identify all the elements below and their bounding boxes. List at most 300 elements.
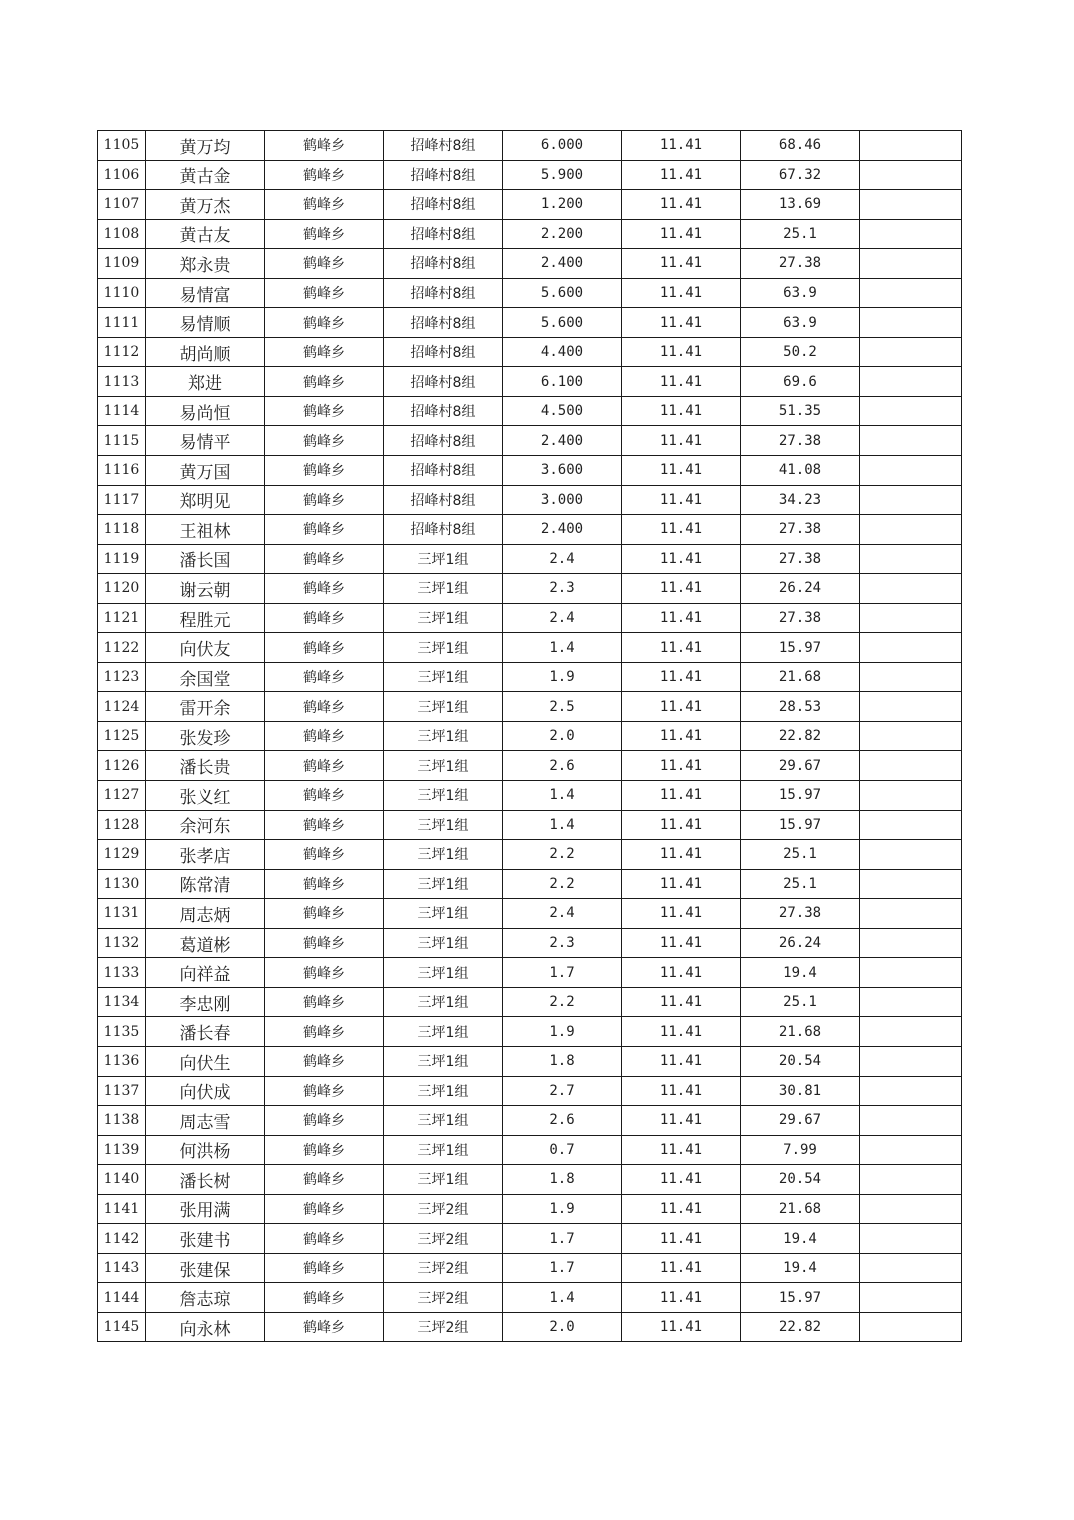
- unit-price-cell: 11.41: [622, 1194, 741, 1224]
- unit-price-cell: 11.41: [622, 396, 741, 426]
- area-cell: 1.7: [503, 958, 622, 988]
- name-cell: 潘长春: [146, 1017, 265, 1047]
- row-number-cell: 1122: [98, 633, 146, 663]
- note-cell: [860, 1253, 962, 1283]
- area-cell: 1.4: [503, 1283, 622, 1313]
- area-cell: 1.7: [503, 1224, 622, 1254]
- note-cell: [860, 751, 962, 781]
- area-cell: 1.4: [503, 781, 622, 811]
- table-row: [98, 544, 962, 574]
- note-cell: [860, 1106, 962, 1136]
- name-cell: 向伏生: [146, 1046, 265, 1076]
- name-cell: 向伏友: [146, 633, 265, 663]
- note-cell: [860, 515, 962, 545]
- note-cell: [860, 367, 962, 397]
- township-cell: 鹤峰乡: [265, 1283, 384, 1313]
- table-row: [98, 692, 962, 722]
- table-row: [98, 958, 962, 988]
- row-number-cell: 1114: [98, 396, 146, 426]
- township-cell: 鹤峰乡: [265, 1224, 384, 1254]
- township-cell: 鹤峰乡: [265, 958, 384, 988]
- name-cell: 余河东: [146, 810, 265, 840]
- amount-cell: 69.6: [741, 367, 860, 397]
- unit-price-cell: 11.41: [622, 958, 741, 988]
- name-cell: 向伏成: [146, 1076, 265, 1106]
- amount-cell: 26.24: [741, 928, 860, 958]
- area-cell: 6.000: [503, 131, 622, 161]
- unit-price-cell: 11.41: [622, 190, 741, 220]
- row-number-cell: 1144: [98, 1283, 146, 1313]
- village-group-cell: 三坪1组: [384, 810, 503, 840]
- area-cell: 2.3: [503, 928, 622, 958]
- township-cell: 鹤峰乡: [265, 721, 384, 751]
- township-cell: 鹤峰乡: [265, 1076, 384, 1106]
- village-group-cell: 招峰村8组: [384, 160, 503, 190]
- township-cell: 鹤峰乡: [265, 869, 384, 899]
- area-cell: 2.5: [503, 692, 622, 722]
- unit-price-cell: 11.41: [622, 1165, 741, 1195]
- note-cell: [860, 662, 962, 692]
- name-cell: 黄万均: [146, 131, 265, 161]
- name-cell: 谢云朝: [146, 574, 265, 604]
- township-cell: 鹤峰乡: [265, 1194, 384, 1224]
- name-cell: 潘长树: [146, 1165, 265, 1195]
- row-number-cell: 1105: [98, 131, 146, 161]
- name-cell: 詹志琼: [146, 1283, 265, 1313]
- table-row: [98, 278, 962, 308]
- village-group-cell: 三坪1组: [384, 958, 503, 988]
- unit-price-cell: 11.41: [622, 751, 741, 781]
- note-cell: [860, 840, 962, 870]
- name-cell: 郑永贵: [146, 249, 265, 279]
- table-row: [98, 840, 962, 870]
- note-cell: [860, 337, 962, 367]
- village-group-cell: 三坪1组: [384, 662, 503, 692]
- table-row: [98, 1224, 962, 1254]
- village-group-cell: 三坪1组: [384, 1165, 503, 1195]
- area-cell: 1.9: [503, 1194, 622, 1224]
- amount-cell: 27.38: [741, 899, 860, 929]
- unit-price-cell: 11.41: [622, 1135, 741, 1165]
- name-cell: 张建书: [146, 1224, 265, 1254]
- note-cell: [860, 1224, 962, 1254]
- area-cell: 1.9: [503, 1017, 622, 1047]
- unit-price-cell: 11.41: [622, 1106, 741, 1136]
- amount-cell: 29.67: [741, 1106, 860, 1136]
- name-cell: 黄古金: [146, 160, 265, 190]
- note-cell: [860, 810, 962, 840]
- name-cell: 黄古友: [146, 219, 265, 249]
- name-cell: 胡尚顺: [146, 337, 265, 367]
- name-cell: 郑明见: [146, 485, 265, 515]
- village-group-cell: 招峰村8组: [384, 131, 503, 161]
- row-number-cell: 1136: [98, 1046, 146, 1076]
- unit-price-cell: 11.41: [622, 899, 741, 929]
- name-cell: 张发珍: [146, 721, 265, 751]
- table-row: [98, 869, 962, 899]
- name-cell: 郑进: [146, 367, 265, 397]
- unit-price-cell: 11.41: [622, 1224, 741, 1254]
- township-cell: 鹤峰乡: [265, 456, 384, 486]
- area-cell: 1.4: [503, 633, 622, 663]
- row-number-cell: 1118: [98, 515, 146, 545]
- village-group-cell: 三坪1组: [384, 574, 503, 604]
- amount-cell: 19.4: [741, 1224, 860, 1254]
- amount-cell: 21.68: [741, 1017, 860, 1047]
- village-group-cell: 三坪1组: [384, 1017, 503, 1047]
- amount-cell: 15.97: [741, 633, 860, 663]
- table-row: [98, 1253, 962, 1283]
- amount-cell: 22.82: [741, 1312, 860, 1342]
- amount-cell: 27.38: [741, 603, 860, 633]
- village-group-cell: 三坪1组: [384, 544, 503, 574]
- table-row: [98, 751, 962, 781]
- row-number-cell: 1131: [98, 899, 146, 929]
- row-number-cell: 1132: [98, 928, 146, 958]
- unit-price-cell: 11.41: [622, 1283, 741, 1313]
- amount-cell: 22.82: [741, 721, 860, 751]
- table-row: [98, 337, 962, 367]
- row-number-cell: 1106: [98, 160, 146, 190]
- amount-cell: 7.99: [741, 1135, 860, 1165]
- village-group-cell: 三坪1组: [384, 1135, 503, 1165]
- note-cell: [860, 1312, 962, 1342]
- village-group-cell: 三坪1组: [384, 899, 503, 929]
- name-cell: 张建保: [146, 1253, 265, 1283]
- table-row: [98, 899, 962, 929]
- amount-cell: 27.38: [741, 249, 860, 279]
- area-cell: 1.7: [503, 1253, 622, 1283]
- table-row: [98, 131, 962, 161]
- unit-price-cell: 11.41: [622, 869, 741, 899]
- row-number-cell: 1119: [98, 544, 146, 574]
- note-cell: [860, 456, 962, 486]
- row-number-cell: 1112: [98, 337, 146, 367]
- area-cell: 2.2: [503, 869, 622, 899]
- area-cell: 5.600: [503, 278, 622, 308]
- village-group-cell: 三坪2组: [384, 1194, 503, 1224]
- village-group-cell: 招峰村8组: [384, 515, 503, 545]
- village-group-cell: 三坪2组: [384, 1224, 503, 1254]
- area-cell: 3.600: [503, 456, 622, 486]
- amount-cell: 20.54: [741, 1165, 860, 1195]
- note-cell: [860, 899, 962, 929]
- amount-cell: 19.4: [741, 958, 860, 988]
- row-number-cell: 1115: [98, 426, 146, 456]
- township-cell: 鹤峰乡: [265, 131, 384, 161]
- village-group-cell: 三坪1组: [384, 603, 503, 633]
- note-cell: [860, 544, 962, 574]
- area-cell: 2.0: [503, 721, 622, 751]
- amount-cell: 25.1: [741, 987, 860, 1017]
- township-cell: 鹤峰乡: [265, 751, 384, 781]
- unit-price-cell: 11.41: [622, 662, 741, 692]
- name-cell: 张义红: [146, 781, 265, 811]
- row-number-cell: 1143: [98, 1253, 146, 1283]
- township-cell: 鹤峰乡: [265, 987, 384, 1017]
- note-cell: [860, 396, 962, 426]
- unit-price-cell: 11.41: [622, 1312, 741, 1342]
- area-cell: 1.8: [503, 1165, 622, 1195]
- unit-price-cell: 11.41: [622, 160, 741, 190]
- village-group-cell: 三坪2组: [384, 1312, 503, 1342]
- unit-price-cell: 11.41: [622, 308, 741, 338]
- table-row: [98, 190, 962, 220]
- note-cell: [860, 987, 962, 1017]
- village-group-cell: 三坪1组: [384, 840, 503, 870]
- name-cell: 陈常清: [146, 869, 265, 899]
- table-row: [98, 219, 962, 249]
- unit-price-cell: 11.41: [622, 692, 741, 722]
- name-cell: 易尚恒: [146, 396, 265, 426]
- table-row: [98, 810, 962, 840]
- area-cell: 2.4: [503, 899, 622, 929]
- village-group-cell: 三坪1组: [384, 987, 503, 1017]
- note-cell: [860, 249, 962, 279]
- table-row: [98, 603, 962, 633]
- township-cell: 鹤峰乡: [265, 1046, 384, 1076]
- note-cell: [860, 160, 962, 190]
- village-group-cell: 三坪1组: [384, 751, 503, 781]
- township-cell: 鹤峰乡: [265, 367, 384, 397]
- area-cell: 2.6: [503, 1106, 622, 1136]
- township-cell: 鹤峰乡: [265, 160, 384, 190]
- unit-price-cell: 11.41: [622, 987, 741, 1017]
- unit-price-cell: 11.41: [622, 515, 741, 545]
- name-cell: 王祖林: [146, 515, 265, 545]
- row-number-cell: 1139: [98, 1135, 146, 1165]
- area-cell: 2.0: [503, 1312, 622, 1342]
- area-cell: 5.900: [503, 160, 622, 190]
- unit-price-cell: 11.41: [622, 367, 741, 397]
- name-cell: 余国堂: [146, 662, 265, 692]
- township-cell: 鹤峰乡: [265, 1253, 384, 1283]
- table-row: [98, 1283, 962, 1313]
- note-cell: [860, 928, 962, 958]
- note-cell: [860, 308, 962, 338]
- unit-price-cell: 11.41: [622, 131, 741, 161]
- amount-cell: 30.81: [741, 1076, 860, 1106]
- row-number-cell: 1108: [98, 219, 146, 249]
- unit-price-cell: 11.41: [622, 426, 741, 456]
- table-body: [98, 131, 962, 1342]
- township-cell: 鹤峰乡: [265, 603, 384, 633]
- amount-cell: 68.46: [741, 131, 860, 161]
- table-row: [98, 308, 962, 338]
- village-group-cell: 三坪2组: [384, 1283, 503, 1313]
- row-number-cell: 1126: [98, 751, 146, 781]
- name-cell: 程胜元: [146, 603, 265, 633]
- row-number-cell: 1133: [98, 958, 146, 988]
- township-cell: 鹤峰乡: [265, 1135, 384, 1165]
- township-cell: 鹤峰乡: [265, 574, 384, 604]
- table-row: [98, 662, 962, 692]
- note-cell: [860, 190, 962, 220]
- table-row: [98, 1106, 962, 1136]
- area-cell: 2.400: [503, 249, 622, 279]
- unit-price-cell: 11.41: [622, 1017, 741, 1047]
- amount-cell: 67.32: [741, 160, 860, 190]
- row-number-cell: 1130: [98, 869, 146, 899]
- amount-cell: 27.38: [741, 426, 860, 456]
- note-cell: [860, 278, 962, 308]
- note-cell: [860, 721, 962, 751]
- row-number-cell: 1110: [98, 278, 146, 308]
- township-cell: 鹤峰乡: [265, 928, 384, 958]
- amount-cell: 21.68: [741, 662, 860, 692]
- village-group-cell: 招峰村8组: [384, 219, 503, 249]
- note-cell: [860, 485, 962, 515]
- amount-cell: 25.1: [741, 219, 860, 249]
- name-cell: 易情富: [146, 278, 265, 308]
- amount-cell: 41.08: [741, 456, 860, 486]
- amount-cell: 63.9: [741, 308, 860, 338]
- unit-price-cell: 11.41: [622, 219, 741, 249]
- table-row: [98, 515, 962, 545]
- name-cell: 潘长贵: [146, 751, 265, 781]
- unit-price-cell: 11.41: [622, 1076, 741, 1106]
- village-group-cell: 招峰村8组: [384, 190, 503, 220]
- row-number-cell: 1116: [98, 456, 146, 486]
- amount-cell: 21.68: [741, 1194, 860, 1224]
- row-number-cell: 1111: [98, 308, 146, 338]
- table-row: [98, 1076, 962, 1106]
- township-cell: 鹤峰乡: [265, 840, 384, 870]
- area-cell: 5.600: [503, 308, 622, 338]
- table-row: [98, 426, 962, 456]
- village-group-cell: 三坪1组: [384, 633, 503, 663]
- amount-cell: 20.54: [741, 1046, 860, 1076]
- village-group-cell: 三坪1组: [384, 692, 503, 722]
- table-row: [98, 574, 962, 604]
- village-group-cell: 招峰村8组: [384, 426, 503, 456]
- name-cell: 张用满: [146, 1194, 265, 1224]
- table-row: [98, 987, 962, 1017]
- table-row: [98, 1017, 962, 1047]
- row-number-cell: 1129: [98, 840, 146, 870]
- unit-price-cell: 11.41: [622, 485, 741, 515]
- township-cell: 鹤峰乡: [265, 337, 384, 367]
- amount-cell: 63.9: [741, 278, 860, 308]
- township-cell: 鹤峰乡: [265, 1017, 384, 1047]
- row-number-cell: 1135: [98, 1017, 146, 1047]
- village-group-cell: 招峰村8组: [384, 485, 503, 515]
- township-cell: 鹤峰乡: [265, 219, 384, 249]
- area-cell: 3.000: [503, 485, 622, 515]
- name-cell: 何洪杨: [146, 1135, 265, 1165]
- note-cell: [860, 1135, 962, 1165]
- unit-price-cell: 11.41: [622, 249, 741, 279]
- note-cell: [860, 603, 962, 633]
- township-cell: 鹤峰乡: [265, 278, 384, 308]
- note-cell: [860, 781, 962, 811]
- table-row: [98, 1165, 962, 1195]
- amount-cell: 15.97: [741, 781, 860, 811]
- name-cell: 易情顺: [146, 308, 265, 338]
- township-cell: 鹤峰乡: [265, 899, 384, 929]
- township-cell: 鹤峰乡: [265, 781, 384, 811]
- name-cell: 向祥益: [146, 958, 265, 988]
- village-group-cell: 三坪2组: [384, 1253, 503, 1283]
- table-row: [98, 1135, 962, 1165]
- unit-price-cell: 11.41: [622, 1253, 741, 1283]
- township-cell: 鹤峰乡: [265, 633, 384, 663]
- amount-cell: 27.38: [741, 544, 860, 574]
- row-number-cell: 1140: [98, 1165, 146, 1195]
- note-cell: [860, 426, 962, 456]
- row-number-cell: 1125: [98, 721, 146, 751]
- amount-cell: 25.1: [741, 869, 860, 899]
- amount-cell: 50.2: [741, 337, 860, 367]
- area-cell: 2.4: [503, 603, 622, 633]
- row-number-cell: 1128: [98, 810, 146, 840]
- township-cell: 鹤峰乡: [265, 1106, 384, 1136]
- village-group-cell: 招峰村8组: [384, 367, 503, 397]
- row-number-cell: 1120: [98, 574, 146, 604]
- table-row: [98, 928, 962, 958]
- table-row: [98, 367, 962, 397]
- amount-cell: 19.4: [741, 1253, 860, 1283]
- note-cell: [860, 1046, 962, 1076]
- note-cell: [860, 692, 962, 722]
- name-cell: 周志炳: [146, 899, 265, 929]
- amount-cell: 15.97: [741, 1283, 860, 1313]
- row-number-cell: 1121: [98, 603, 146, 633]
- table-row: [98, 456, 962, 486]
- amount-cell: 28.53: [741, 692, 860, 722]
- township-cell: 鹤峰乡: [265, 1165, 384, 1195]
- note-cell: [860, 869, 962, 899]
- unit-price-cell: 11.41: [622, 1046, 741, 1076]
- table-row: [98, 160, 962, 190]
- village-group-cell: 三坪1组: [384, 721, 503, 751]
- note-cell: [860, 1017, 962, 1047]
- table-row: [98, 485, 962, 515]
- note-cell: [860, 574, 962, 604]
- village-group-cell: 招峰村8组: [384, 456, 503, 486]
- area-cell: 2.2: [503, 840, 622, 870]
- note-cell: [860, 219, 962, 249]
- township-cell: 鹤峰乡: [265, 190, 384, 220]
- township-cell: 鹤峰乡: [265, 308, 384, 338]
- unit-price-cell: 11.41: [622, 574, 741, 604]
- row-number-cell: 1145: [98, 1312, 146, 1342]
- township-cell: 鹤峰乡: [265, 396, 384, 426]
- area-cell: 0.7: [503, 1135, 622, 1165]
- area-cell: 2.2: [503, 987, 622, 1017]
- note-cell: [860, 1194, 962, 1224]
- name-cell: 黄万杰: [146, 190, 265, 220]
- unit-price-cell: 11.41: [622, 810, 741, 840]
- village-group-cell: 三坪1组: [384, 1076, 503, 1106]
- unit-price-cell: 11.41: [622, 603, 741, 633]
- area-cell: 1.200: [503, 190, 622, 220]
- unit-price-cell: 11.41: [622, 337, 741, 367]
- area-cell: 2.200: [503, 219, 622, 249]
- village-group-cell: 三坪1组: [384, 1106, 503, 1136]
- village-group-cell: 三坪1组: [384, 869, 503, 899]
- unit-price-cell: 11.41: [622, 840, 741, 870]
- row-number-cell: 1113: [98, 367, 146, 397]
- village-group-cell: 三坪1组: [384, 781, 503, 811]
- area-cell: 2.400: [503, 515, 622, 545]
- area-cell: 1.9: [503, 662, 622, 692]
- name-cell: 向永林: [146, 1312, 265, 1342]
- note-cell: [860, 1165, 962, 1195]
- area-cell: 6.100: [503, 367, 622, 397]
- area-cell: 2.3: [503, 574, 622, 604]
- row-number-cell: 1107: [98, 190, 146, 220]
